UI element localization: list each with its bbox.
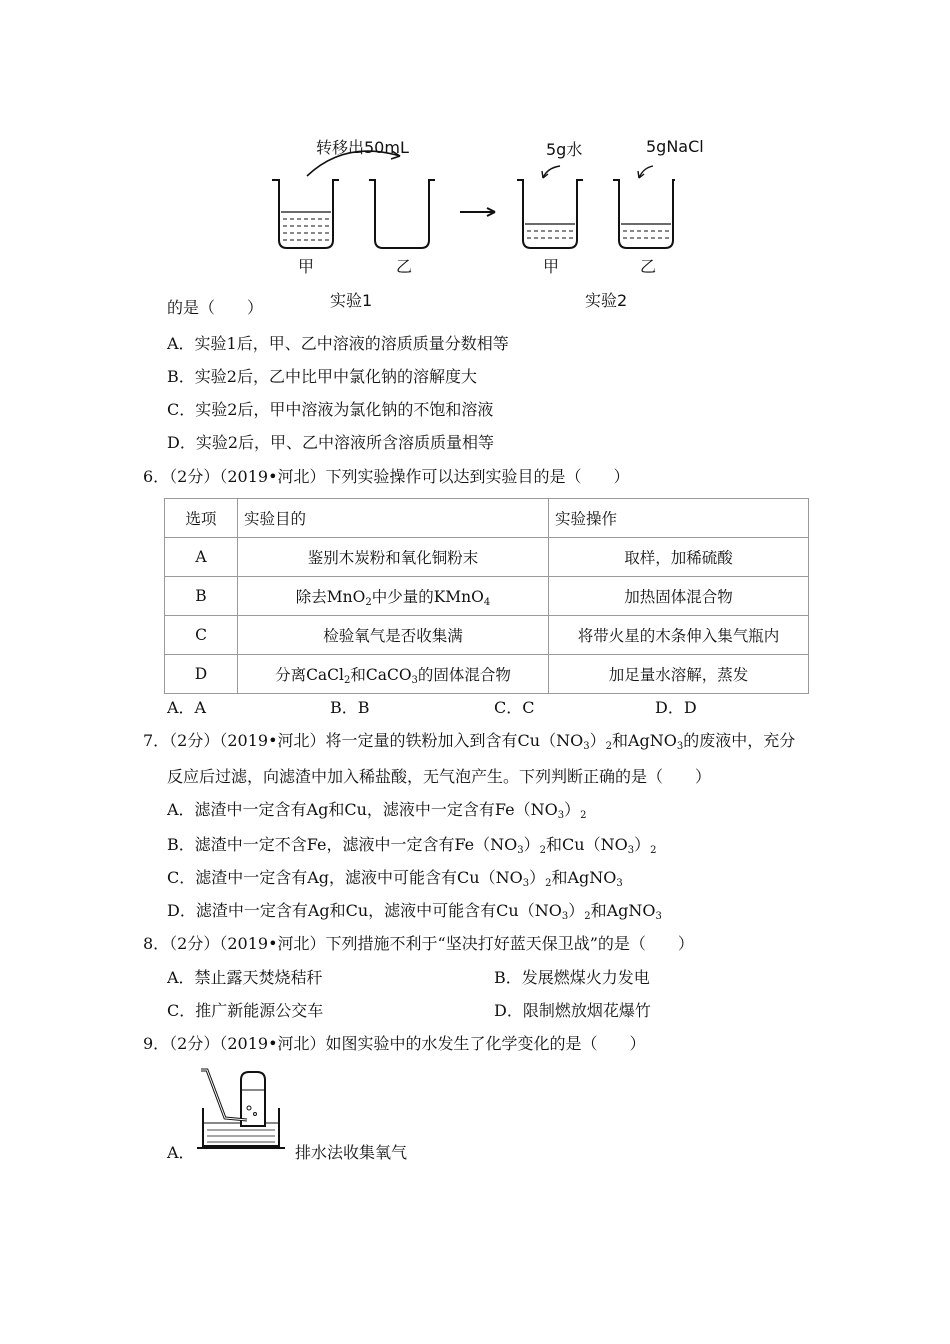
q5-option-d[interactable]: D．实验2后，甲、乙中溶液所含溶质质量相等 xyxy=(167,433,495,452)
q6-answer-b[interactable]: B．B xyxy=(330,698,370,717)
q8-option-d[interactable]: D．限制燃放烟花爆竹 xyxy=(494,1001,651,1020)
q8-stem: 8．（2分）（2019•河北）下列措施不利于“坚决打好蓝天保卫战”的是（ ） xyxy=(143,934,694,953)
row-purpose: 除去MnO$_2$中少量的KMnO$_4$ xyxy=(238,577,549,616)
row-operation: 将带火星的木条伸入集气瓶内 xyxy=(549,616,809,655)
table-row xyxy=(165,577,809,616)
q7-stem-line1: 7．（2分）（2019•河北）将一定量的铁粉加入到含有$Cu(NO_3)_2$和AgNO$_3$的废液中，充分 xyxy=(143,731,796,752)
header-operation: 实验操作 xyxy=(549,499,809,538)
beaker-label-yi-2: 乙 xyxy=(640,257,657,276)
q7-option-b[interactable]: B．滤渣中一定不含Fe，滤液中一定含有$Fe(NO_3)_2$和$Cu(NO_3)_2$ xyxy=(167,835,657,856)
row-option: D xyxy=(165,655,238,694)
q5-option-c[interactable]: C．实验2后，甲中溶液为氯化钠的不饱和溶液 xyxy=(167,400,494,419)
table-row xyxy=(165,655,809,694)
q9-option-a-caption: 排水法收集氧气 xyxy=(295,1143,408,1162)
q7-option-d[interactable]: D．滤渣中一定含有Ag和Cu，滤液中可能含有$Cu(NO_3)_2$和AgNO$_3$ xyxy=(167,901,662,922)
experiment-2-label: 实验2 xyxy=(585,291,628,310)
q7-stem-line2: 反应后过滤，向滤渣中加入稀盐酸，无气泡产生。下列判断正确的是（ ） xyxy=(167,767,712,786)
q5-option-a[interactable]: A．实验1后，甲、乙中溶液的溶质质量分数相等 xyxy=(167,334,509,353)
q6-answer-a[interactable]: A．A xyxy=(167,698,207,717)
row-purpose: 鉴别木炭粉和氧化铜粉末 xyxy=(238,538,549,577)
table-row xyxy=(165,616,809,655)
water-collection-illustration xyxy=(195,1068,287,1152)
row-option: A xyxy=(165,538,238,577)
beaker-jia-exp2 xyxy=(517,166,583,248)
q5-stem-tail: 的是（ ） xyxy=(167,298,264,317)
beaker-label-yi-1: 乙 xyxy=(396,257,413,276)
q7-option-a[interactable]: A．滤渣中一定含有Ag和Cu，滤液中一定含有$Fe(NO_3)_2$ xyxy=(167,800,587,821)
row-operation: 加足量水溶解，蒸发 xyxy=(549,655,809,694)
q7-option-c[interactable]: C．滤渣中一定含有Ag，滤液中可能含有$Cu(NO_3)_2$和AgNO$_3$ xyxy=(167,868,623,889)
header-option: 选项 xyxy=(165,499,238,538)
q5-option-b[interactable]: B．实验2后，乙中比甲中氯化钠的溶解度大 xyxy=(167,367,477,386)
table-header-row xyxy=(165,499,809,538)
header-purpose: 实验目的 xyxy=(238,499,549,538)
arrow-label: 转移出50mL xyxy=(316,138,409,157)
q8-option-a[interactable]: A．禁止露天焚烧秸秆 xyxy=(167,968,323,987)
beaker-yi-exp2 xyxy=(613,166,675,248)
row-purpose: 分离CaCl$_2$和CaCO$_3$的固体混合物 xyxy=(238,655,549,694)
q9-option-a-letter[interactable]: A． xyxy=(167,1143,195,1162)
beaker-jia-exp1 xyxy=(272,180,339,248)
row-purpose: 检验氧气是否收集满 xyxy=(238,616,549,655)
q8-option-b[interactable]: B．发展燃煤火力发电 xyxy=(494,968,650,987)
beaker-yi-exp1 xyxy=(369,180,435,248)
q8-option-c[interactable]: C．推广新能源公交车 xyxy=(167,1001,324,1020)
q6-answer-c[interactable]: C．C xyxy=(494,698,535,717)
beaker-label-jia-1: 甲 xyxy=(298,257,315,276)
q6-answer-d[interactable]: D．D xyxy=(655,698,697,717)
q6-stem: 6．（2分）（2019•河北）下列实验操作可以达到实验目的是（ ） xyxy=(143,467,630,486)
row-operation: 取样，加稀硫酸 xyxy=(549,538,809,577)
q9-stem: 9．（2分）（2019•河北）如图实验中的水发生了化学变化的是（ ） xyxy=(143,1034,646,1053)
add-water-label: 5g水 xyxy=(546,140,583,159)
q6-table xyxy=(164,498,809,694)
table-row xyxy=(165,538,809,577)
add-nacl-label: 5gNaCl xyxy=(646,137,704,156)
experiment-1-label: 实验1 xyxy=(330,291,373,310)
beaker-label-jia-2: 甲 xyxy=(543,257,560,276)
row-operation: 加热固体混合物 xyxy=(549,577,809,616)
row-option: C xyxy=(165,616,238,655)
row-option: B xyxy=(165,577,238,616)
